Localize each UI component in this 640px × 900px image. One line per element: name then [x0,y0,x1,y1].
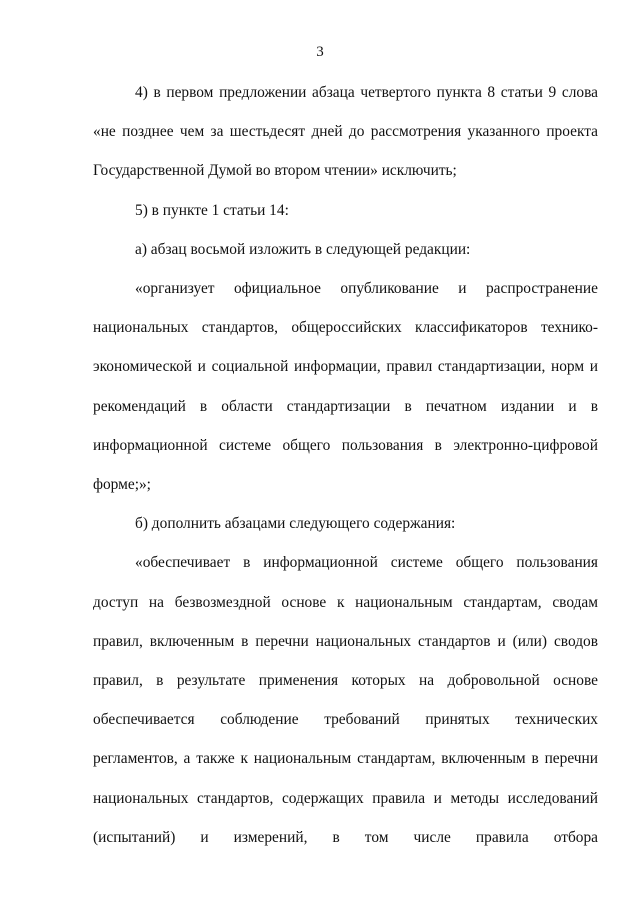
page-number: 3 [316,44,324,60]
paragraph-item-5b: б) дополнить абзацами следующего содержания: [135,515,456,533]
paragraph-item-5a: а) абзац восьмой изложить в следующей редакции: [135,240,471,258]
paragraph-item-4: 4) в первом предложении абзаца четвертого пункта 8 статьи 9 слова «не позднее чем за шестьдесят дней до рассмотрения указанного проекта Государственной Думой во втором чтении» исключить; [93,84,598,180]
paragraph-quote-1: «организует официальное опубликование и распространение национальных стандартов, общероссийских классификаторов технико-экономической и социальной информации, правил стандартизации, норм и рекомендаций в области стандартизации в печатном издании и в информационной системе общего пользования в электронно-цифровой форме;»; [93,280,598,494]
paragraph-quote-2: «обеспечивает в информационной системе общего пользования доступ на безвозмездной основе к национальным стандартам, сводам правил, включенным в перечни национальных стандартов и (или) сводов правил, в результате применения которых на добровольной основе обеспечивается соблюдение требований принятых технических регламентов, а также к национальным стандартам, включенным в перечни национальных стандартов, содержащих правила и методы исследований (испытаний) и измерений, в том числе правила отбора [93,554,598,846]
paragraph-item-5: 5) в пункте 1 статьи 14: [135,201,289,219]
document-body [93,73,598,857]
